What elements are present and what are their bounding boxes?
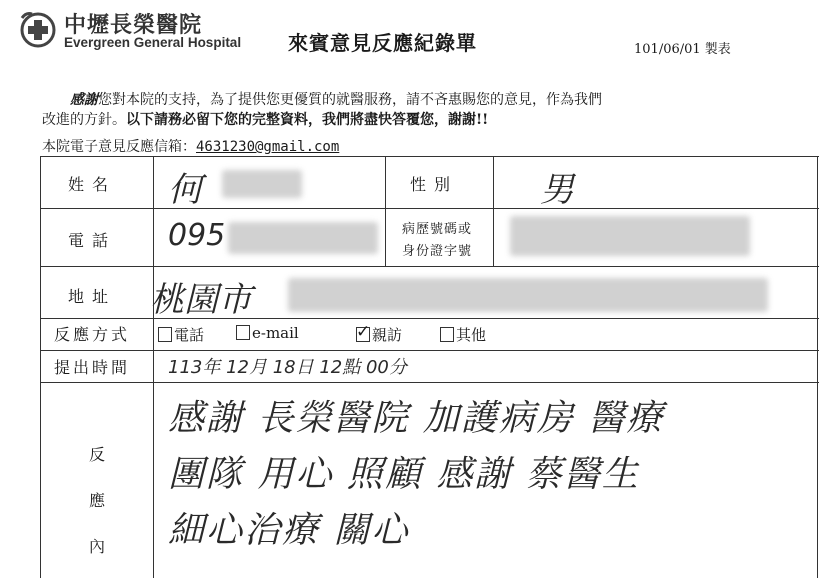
handwritten-address: 桃園市	[150, 280, 252, 320]
method-option-other[interactable]	[440, 324, 486, 345]
intro-text	[42, 90, 762, 130]
handwritten-phone: 095	[168, 218, 226, 253]
option-email-label: e-mail	[252, 324, 299, 342]
email-address[interactable]: 4631230@gmail.com	[196, 139, 340, 155]
form-date: 101/06/01 製表	[634, 42, 731, 57]
hospital-logo	[18, 8, 268, 54]
name-label: 姓名	[68, 175, 117, 194]
email-label: 本院電子意見反應信箱：	[42, 139, 196, 155]
intro-line2-plain: 改進的方針。	[42, 112, 126, 128]
phone-label: 電話	[68, 231, 117, 250]
checkbox-visit[interactable]	[356, 327, 370, 342]
col-line	[493, 156, 494, 266]
gender-label: 性別	[410, 175, 459, 194]
handwritten-name: 何	[168, 170, 202, 210]
feedback-form	[40, 156, 819, 578]
col-line	[40, 156, 41, 578]
intro-line-1	[42, 90, 762, 110]
intro-line-2	[42, 110, 762, 130]
id-label-line1: 病歷號碼或	[402, 222, 473, 237]
handwritten-content-line-3: 細心治療 關心	[168, 510, 410, 551]
id-label-line2: 身份證字號	[402, 244, 473, 259]
intro-line1-rest: 您對本院的支持，為了提供您更優質的就醫服務，請不吝惠賜您的意見，作為我們	[98, 92, 602, 108]
method-option-visit[interactable]	[356, 324, 402, 345]
intro-line2-bold: 以下請務必留下您的完整資料，我們將盡快答覆您，謝謝!!	[126, 112, 489, 128]
handwritten-content-line-2: 團隊 用心 照顧 感謝 蔡醫生	[168, 454, 640, 495]
address-label: 地址	[68, 287, 117, 306]
content-label-3: 內	[88, 537, 105, 556]
hospital-name-zh: 中壢長榮醫院	[64, 13, 203, 38]
method-label: 反應方式	[54, 325, 131, 344]
option-phone-label: 電話	[174, 326, 205, 344]
checkbox-other[interactable]	[440, 327, 454, 342]
option-other-label: 其他	[456, 326, 487, 344]
row-line	[40, 382, 819, 383]
form-title: 來賓意見反應紀錄單	[288, 31, 477, 55]
col-line	[385, 156, 386, 266]
content-label-2: 應	[88, 491, 105, 510]
checkbox-phone[interactable]	[158, 327, 172, 342]
thanks-word: 感謝	[70, 92, 98, 108]
col-line	[153, 156, 154, 578]
content-label-1: 反	[88, 445, 105, 464]
redacted-address	[288, 278, 768, 312]
hospital-cross-icon	[18, 10, 58, 50]
handwritten-content-line-1: 感謝 長榮醫院 加護病房 醫療	[168, 398, 665, 439]
row-line	[40, 266, 819, 267]
col-line	[817, 156, 818, 578]
row-line	[40, 156, 819, 157]
handwritten-gender: 男	[540, 170, 574, 210]
redacted-name	[222, 170, 302, 198]
checkbox-email[interactable]	[236, 325, 250, 340]
hospital-name-en: Evergreen General Hospital	[64, 35, 242, 50]
method-option-email[interactable]	[236, 324, 299, 342]
submit-time-label: 提出時間	[54, 358, 131, 377]
handwritten-submit-time: 113年 12月 18日 12點 00分	[168, 357, 407, 378]
method-option-phone[interactable]	[158, 324, 204, 345]
row-line	[40, 208, 819, 209]
email-line	[42, 136, 339, 156]
row-line	[40, 350, 819, 351]
redacted-phone	[228, 222, 378, 254]
option-visit-label: 親訪	[372, 326, 403, 344]
redacted-id	[510, 216, 750, 256]
